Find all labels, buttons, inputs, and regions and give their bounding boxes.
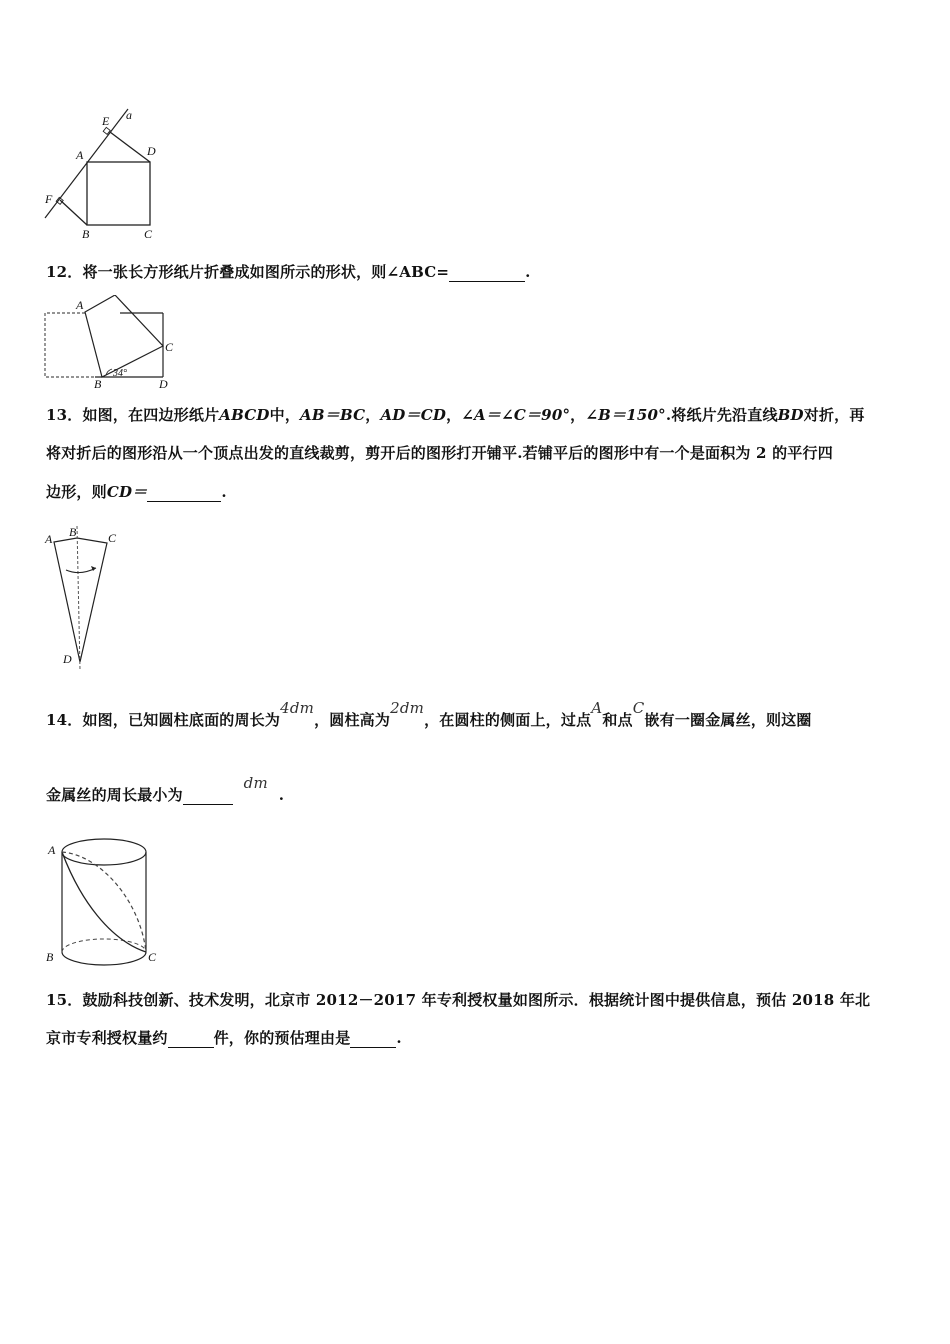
question-12: 12．将一张长方形纸片折叠成如图所示的形状，则∠ABC= . — [46, 263, 531, 281]
label-B: B — [82, 227, 90, 241]
label-A: A — [48, 843, 56, 857]
question-13-line-3: 边形，则CD＝ . — [46, 483, 227, 501]
label-E: E — [102, 114, 110, 128]
label-B: B — [94, 377, 102, 390]
question-15-line-2: 京市专利授权量约 件，你的预估理由是 . — [46, 1029, 402, 1047]
question-14-line-2: 金属丝的周长最小为 dm . — [46, 774, 285, 804]
question-15-line-1: 15．鼓励科技创新、技术发明，北京市 2012－2017 年专利授权量如图所示．根据统计图中提供信息，预估 2018 年北 — [46, 991, 871, 1009]
label-C: C — [144, 227, 153, 241]
label-B: B — [46, 950, 54, 964]
label-A: A — [76, 148, 84, 162]
question-13-line-1: 13．如图，在四边形纸片ABCD中，AB＝BC，AD＝CD，∠A＝∠C＝90°，∠B＝150°.将纸片先沿直线BD对折，再 — [46, 406, 865, 424]
question-number: 13． — [46, 406, 83, 424]
answer-blank-2[interactable] — [350, 1029, 396, 1048]
question-13-line-2: 将对折后的图形沿从一个顶点出发的直线裁剪，剪开后的图形打开铺平.若铺平后的图形中有一个是面积为 2 的平行四 — [46, 444, 833, 462]
question-14-line-1: 14．如图，已知圆柱底面的周长为4dm，圆柱高为2dm，在圆柱的侧面上，过点A和点C嵌有一圈金属丝，则这圈 — [46, 699, 812, 729]
label-A: A — [76, 298, 84, 312]
figure-cylinder — [40, 830, 170, 975]
label-C: C — [148, 950, 157, 964]
label-F: F — [45, 192, 53, 206]
label-a: a — [126, 108, 132, 122]
label-D: D — [147, 144, 156, 158]
answer-blank[interactable] — [183, 786, 233, 805]
angle-label: 34° — [113, 368, 127, 379]
label-D: D — [63, 652, 72, 666]
figure-kite — [40, 522, 130, 672]
answer-blank[interactable] — [147, 483, 221, 502]
question-number: 12． — [46, 263, 83, 281]
question-number: 14． — [46, 711, 83, 729]
question-text: 将一张长方形纸片折叠成如图所示的形状，则∠ABC= — [82, 263, 450, 281]
answer-blank-1[interactable] — [168, 1029, 214, 1048]
answer-blank[interactable] — [449, 263, 525, 282]
label-C: C — [165, 340, 174, 354]
label-B: B — [69, 525, 77, 539]
figure-square-with-line — [40, 105, 170, 245]
figure-folded-rectangle — [40, 295, 190, 390]
label-D: D — [159, 377, 168, 390]
question-number: 15． — [46, 991, 83, 1009]
label-C: C — [108, 531, 117, 545]
label-A: A — [45, 532, 53, 546]
